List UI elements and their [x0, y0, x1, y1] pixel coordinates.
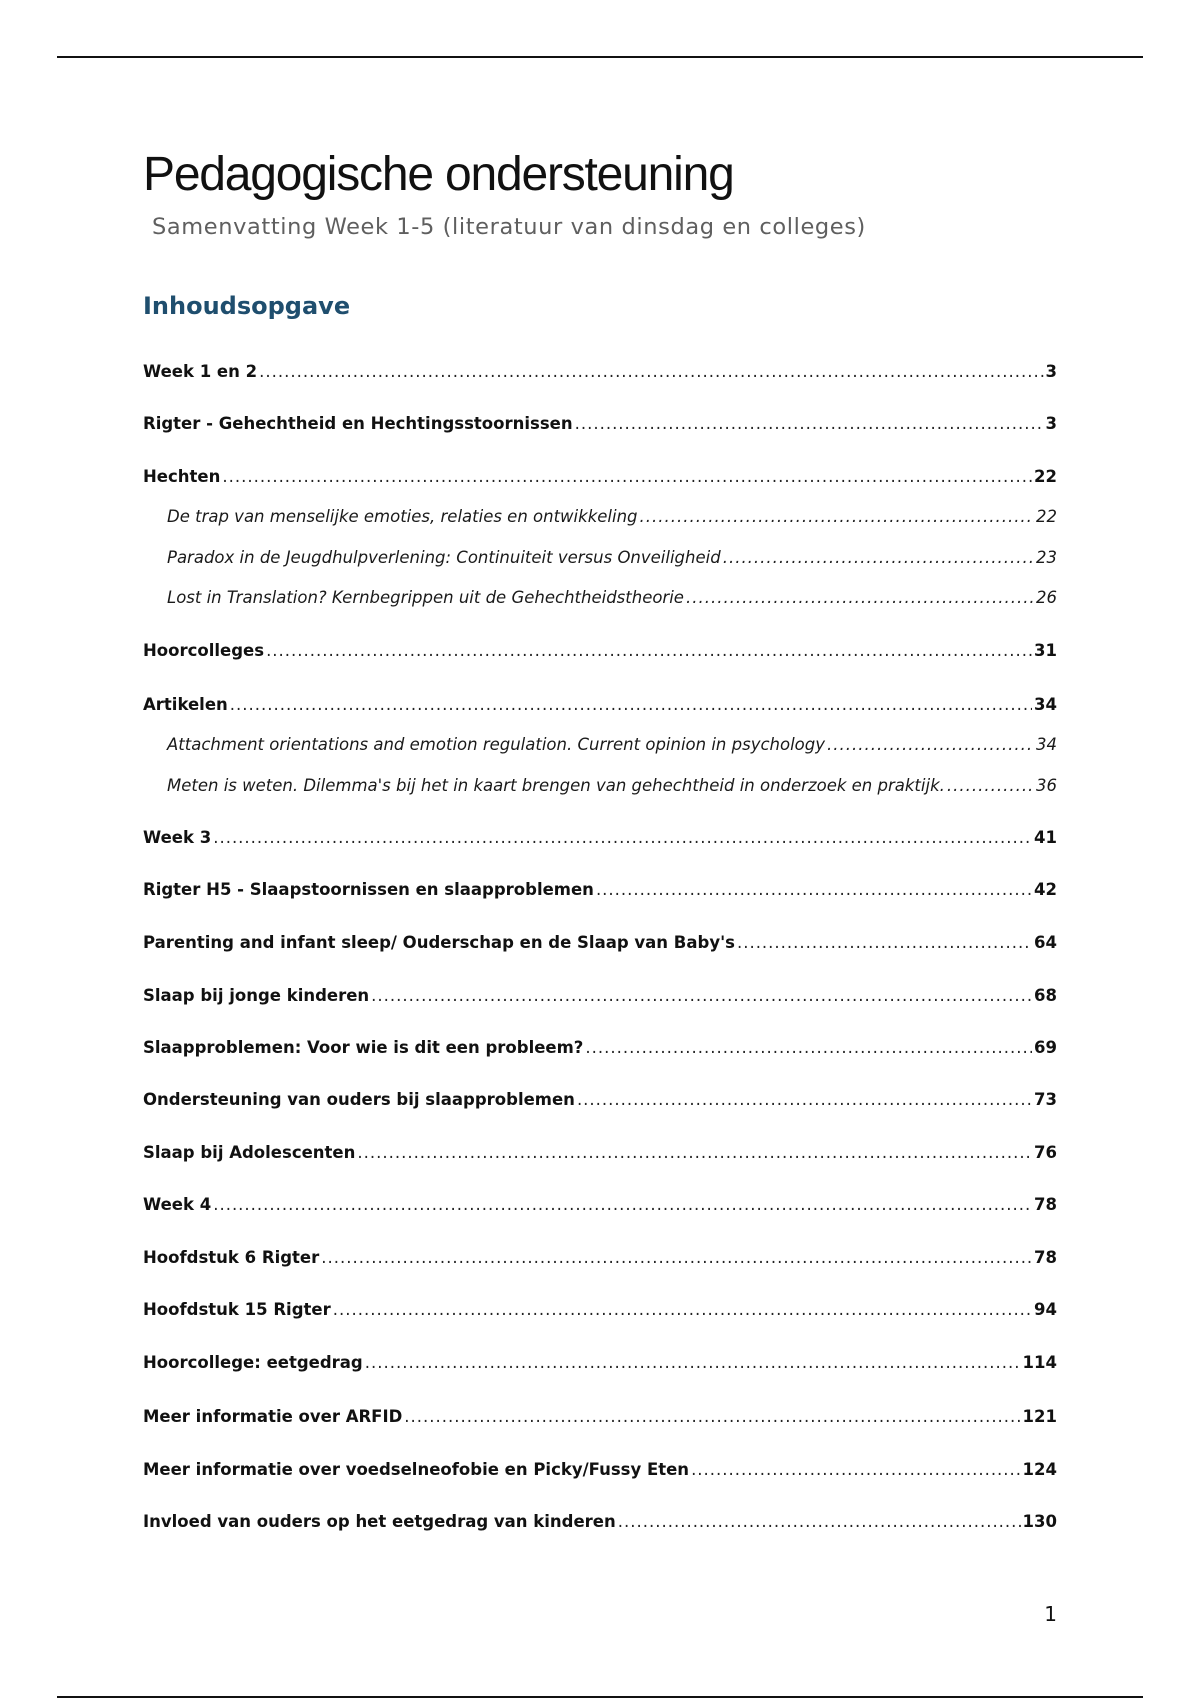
toc-entry[interactable] [143, 826, 1057, 850]
toc-entry-title: Attachment orientations and emotion regulation. Current opinion in psychology [167, 735, 826, 754]
toc-entry[interactable] [143, 693, 1057, 717]
toc-entry-title: Week 1 en 2 [143, 362, 258, 381]
toc-entry-page: 69 [1034, 1038, 1057, 1057]
toc-entry[interactable] [143, 1036, 1057, 1060]
toc-entry-page: 34 [1034, 695, 1057, 714]
header-rule [57, 56, 1143, 58]
dot-leader [333, 1298, 1032, 1322]
toc-entry-page: 34 [1036, 735, 1057, 754]
toc-entry-title: Paradox in de Jeugdhulpverlening: Continuiteit versus Onveiligheid [167, 548, 721, 567]
toc-entry-title: Slaapproblemen: Voor wie is dit een probleem? [143, 1038, 584, 1057]
toc-entry-page: 22 [1034, 467, 1057, 486]
toc-entry-page: 78 [1034, 1195, 1057, 1214]
toc-entry[interactable] [143, 1351, 1057, 1375]
toc-entry-title: Hoofdstuk 6 Rigter [143, 1248, 320, 1267]
document-title: Pedagogische ondersteuning [143, 148, 734, 201]
toc-entry[interactable] [143, 1246, 1057, 1270]
toc-entry-page: 22 [1036, 507, 1057, 526]
toc-entry-title: Meer informatie over voedselneofobie en Picky/Fussy Eten [143, 1460, 690, 1479]
dot-leader [686, 586, 1034, 610]
toc-entry-page: 3 [1045, 362, 1057, 381]
toc-entry-title: Rigter H5 - Slaapstoornissen en slaapproblemen [143, 880, 594, 899]
toc-entry-title: Hoorcollege: eetgedrag [143, 1353, 363, 1372]
toc-entry-page: 124 [1022, 1460, 1057, 1479]
dot-leader [575, 412, 1044, 436]
toc-entry-page: 76 [1034, 1143, 1057, 1162]
page-number: 1 [1044, 1602, 1057, 1626]
toc-entry-page: 121 [1022, 1407, 1057, 1426]
toc-entry-page: 94 [1034, 1300, 1057, 1319]
dot-leader [230, 693, 1032, 717]
toc-entry-page: 36 [1036, 776, 1057, 795]
dot-leader [737, 931, 1032, 955]
toc-entry-title: Meten is weten. Dilemma's bij het in kaart brengen van gehechtheid in onderzoek en praktijk. [167, 776, 945, 795]
toc-entry-page: 26 [1036, 588, 1057, 607]
dot-leader [222, 465, 1032, 489]
dot-leader [723, 546, 1034, 570]
toc-entry[interactable] [143, 1458, 1057, 1482]
toc-entry-title: Hoofdstuk 15 Rigter [143, 1300, 331, 1319]
toc-entry-title: Week 4 [143, 1195, 212, 1214]
dot-leader [365, 1351, 1021, 1375]
toc-entry-title: Meer informatie over ARFID [143, 1407, 403, 1426]
toc-entry-title: Artikelen [143, 695, 228, 714]
toc-entry[interactable] [143, 1088, 1057, 1112]
toc-entry-title: Ondersteuning van ouders bij slaapproblemen [143, 1090, 575, 1109]
dot-leader [691, 1458, 1020, 1482]
dot-leader [371, 984, 1032, 1008]
toc-heading: Inhoudsopgave [143, 292, 351, 320]
toc-entry-title: Week 3 [143, 828, 212, 847]
toc-subentry[interactable] [167, 774, 1057, 798]
toc-entry-page: 3 [1045, 414, 1057, 433]
dot-leader [404, 1405, 1020, 1429]
dot-leader [947, 774, 1034, 798]
toc-entry[interactable] [143, 639, 1057, 663]
dot-leader [357, 1141, 1032, 1165]
dot-leader [618, 1510, 1021, 1534]
dot-leader [596, 878, 1032, 902]
toc-subentry[interactable] [167, 546, 1057, 570]
toc-subentry[interactable] [167, 733, 1057, 757]
toc-entry-page: 68 [1034, 986, 1057, 1005]
toc-entry-page: 41 [1034, 828, 1057, 847]
document-subtitle: Samenvatting Week 1-5 (literatuur van dinsdag en colleges) [152, 214, 866, 240]
toc-entry[interactable] [143, 878, 1057, 902]
footer-rule [57, 1696, 1143, 1698]
toc-entry-page: 23 [1036, 548, 1057, 567]
toc-entry[interactable] [143, 931, 1057, 955]
title-block [143, 142, 1057, 322]
toc-entry-title: De trap van menselijke emoties, relaties en ontwikkeling [167, 507, 638, 526]
toc-entry[interactable] [143, 1405, 1057, 1429]
toc-entry-page: 31 [1034, 641, 1057, 660]
toc-entry[interactable] [143, 1298, 1057, 1322]
toc-subentry[interactable] [167, 505, 1057, 529]
toc-entry-title: Invloed van ouders op het eetgedrag van kinderen [143, 1512, 616, 1531]
toc-entry-page: 78 [1034, 1248, 1057, 1267]
dot-leader [585, 1036, 1032, 1060]
toc-entry-title: Rigter - Gehechtheid en Hechtingsstoornissen [143, 414, 573, 433]
dot-leader [259, 360, 1043, 384]
dot-leader [213, 1193, 1032, 1217]
toc-entry[interactable] [143, 1510, 1057, 1534]
toc-entry-page: 114 [1022, 1353, 1057, 1372]
toc-entry-title: Slaap bij Adolescenten [143, 1143, 356, 1162]
toc-entry-page: 73 [1034, 1090, 1057, 1109]
toc-entry-title: Hechten [143, 467, 221, 486]
toc-entry[interactable] [143, 465, 1057, 489]
toc-subentry[interactable] [167, 586, 1057, 610]
dot-leader [213, 826, 1032, 850]
toc-entry[interactable] [143, 360, 1057, 384]
toc-entry-page: 64 [1034, 933, 1057, 952]
toc-entry[interactable] [143, 412, 1057, 436]
toc-entry-title: Parenting and infant sleep/ Ouderschap en de Slaap van Baby's [143, 933, 735, 952]
dot-leader [827, 733, 1034, 757]
toc-entry[interactable] [143, 1193, 1057, 1217]
dot-leader [266, 639, 1032, 663]
toc-entry-title: Slaap bij jonge kinderen [143, 986, 370, 1005]
dot-leader [577, 1088, 1032, 1112]
dot-leader [321, 1246, 1032, 1270]
dot-leader [640, 505, 1035, 529]
toc-entry[interactable] [143, 1141, 1057, 1165]
toc-entry-page: 130 [1022, 1512, 1057, 1531]
toc-entry-title: Hoorcolleges [143, 641, 265, 660]
toc-entry[interactable] [143, 984, 1057, 1008]
toc-entry-page: 42 [1034, 880, 1057, 899]
toc-entry-title: Lost in Translation? Kernbegrippen uit de Gehechtheidstheorie [167, 588, 684, 607]
